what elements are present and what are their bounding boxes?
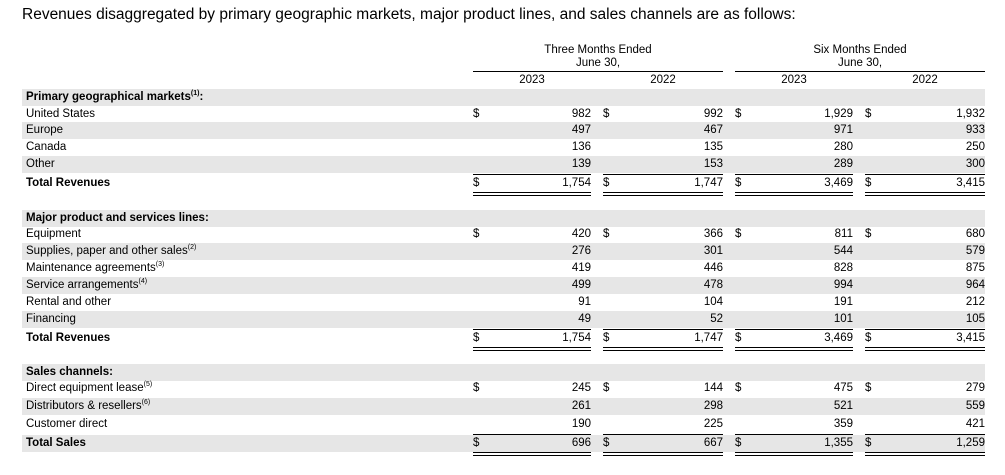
- value-cell: 139: [571, 158, 591, 170]
- currency-symbol: $: [473, 228, 480, 240]
- total-double-rule: [603, 195, 723, 196]
- value-cell: 225: [703, 418, 723, 430]
- currency-symbol: $: [603, 108, 610, 120]
- table-row: [22, 260, 985, 277]
- table-row: [22, 311, 985, 328]
- currency-symbol: $: [473, 437, 480, 449]
- value-cell: 250: [965, 141, 985, 153]
- total-double-rule: [735, 455, 853, 456]
- currency-symbol: $: [865, 228, 872, 240]
- value-cell: 419: [571, 262, 591, 274]
- value-cell: 49: [578, 313, 591, 325]
- value-cell: 212: [965, 296, 985, 308]
- total-double-rule: [473, 192, 591, 193]
- value-cell: 153: [703, 158, 723, 170]
- total-double-rule: [865, 455, 985, 456]
- total-label: Total Sales: [26, 437, 86, 449]
- value-cell: 101: [833, 313, 853, 325]
- total-value-cell: 1,355: [824, 437, 853, 449]
- three-months-header: [473, 44, 723, 70]
- six-months-header-rule: [735, 71, 985, 72]
- row-label: Customer direct: [26, 418, 108, 430]
- section-title-row: [22, 364, 985, 381]
- row-label: Financing: [26, 313, 76, 325]
- intro-text: Revenues disaggregated by primary geographic markets, major product lines, and sales channels are as follows:: [22, 6, 796, 23]
- value-cell: 289: [833, 158, 853, 170]
- total-double-rule: [473, 195, 591, 196]
- total-value-cell: 1,754: [562, 332, 591, 344]
- value-cell: 992: [703, 108, 723, 120]
- year-header-2023-six: 2023: [781, 74, 807, 86]
- total-double-rule: [865, 350, 985, 351]
- currency-symbol: $: [735, 108, 742, 120]
- value-cell: 467: [703, 124, 723, 136]
- total-double-rule: [473, 452, 591, 453]
- value-cell: 421: [965, 418, 985, 430]
- currency-symbol: $: [735, 437, 742, 449]
- value-cell: 579: [965, 245, 985, 257]
- value-cell: 680: [965, 228, 985, 240]
- currency-symbol: $: [473, 382, 480, 394]
- section-title-row: [22, 210, 985, 227]
- total-double-rule: [865, 347, 985, 348]
- total-double-rule: [735, 192, 853, 193]
- table-row: [22, 277, 985, 294]
- total-value-cell: 1,747: [694, 177, 723, 189]
- row-label: Equipment: [26, 228, 81, 240]
- row-label: Canada: [26, 141, 67, 153]
- total-value-cell: 1,747: [694, 332, 723, 344]
- total-row: [22, 330, 985, 347]
- table-row: [22, 243, 985, 260]
- row-label: Rental and other: [26, 296, 112, 308]
- value-cell: 994: [833, 279, 853, 291]
- total-double-rule: [865, 192, 985, 193]
- currency-symbol: $: [473, 332, 480, 344]
- total-double-rule: [473, 455, 591, 456]
- value-cell: 91: [578, 296, 591, 308]
- currency-symbol: $: [473, 108, 480, 120]
- value-cell: 811: [834, 228, 853, 240]
- value-cell: 875: [965, 262, 985, 274]
- value-cell: 144: [703, 382, 723, 394]
- value-cell: 359: [833, 418, 853, 430]
- value-cell: 499: [571, 279, 591, 291]
- total-double-rule: [603, 192, 723, 193]
- three-months-header-rule: [473, 71, 723, 72]
- value-cell: 135: [703, 141, 723, 153]
- row-label: Other: [26, 158, 55, 170]
- total-value-cell: 3,469: [824, 177, 853, 189]
- currency-symbol: $: [865, 108, 872, 120]
- currency-symbol: $: [473, 177, 480, 189]
- three-months-header-line2: June 30,: [575, 57, 621, 69]
- value-cell: 366: [703, 228, 723, 240]
- row-label: Europe: [26, 124, 64, 136]
- value-cell: 971: [833, 124, 853, 136]
- row-label: Service arrangements$^{(4)}$: [26, 278, 148, 291]
- row-label: United States: [26, 108, 96, 120]
- row-label: Supplies, paper and other sales$^{(2)}$: [26, 244, 197, 257]
- section-title-row: [22, 89, 985, 106]
- total-value-cell: 3,415: [956, 177, 985, 189]
- table-row: [22, 122, 985, 139]
- three-months-header-line1: Three Months Ended: [544, 44, 652, 56]
- value-cell: 521: [833, 400, 853, 412]
- table-row: [22, 106, 985, 123]
- table-row: [22, 156, 985, 173]
- value-cell: 982: [571, 108, 591, 120]
- value-cell: 300: [965, 158, 985, 170]
- currency-symbol: $: [735, 332, 742, 344]
- total-value-cell: 667: [703, 437, 723, 449]
- table-row: [22, 416, 985, 433]
- currency-symbol: $: [735, 177, 742, 189]
- currency-symbol: $: [603, 437, 610, 449]
- total-value-cell: 1,259: [956, 437, 985, 449]
- total-double-rule: [603, 452, 723, 453]
- value-cell: 279: [965, 382, 985, 394]
- total-double-rule: [865, 195, 985, 196]
- table-row: [22, 294, 985, 311]
- currency-symbol: $: [865, 437, 872, 449]
- section-title: Major product and services lines:: [26, 212, 209, 224]
- value-cell: 964: [965, 279, 985, 291]
- total-value-cell: 1,754: [562, 177, 591, 189]
- currency-symbol: $: [865, 177, 872, 189]
- row-label: Distributors & resellers$^{(6)}$: [26, 399, 151, 412]
- value-cell: 280: [833, 141, 853, 153]
- value-cell: 446: [703, 262, 723, 274]
- total-row: [22, 175, 985, 192]
- value-cell: 104: [703, 296, 723, 308]
- value-cell: 190: [571, 418, 591, 430]
- value-cell: 475: [833, 382, 853, 394]
- currency-symbol: $: [603, 382, 610, 394]
- currency-symbol: $: [865, 332, 872, 344]
- value-cell: 544: [833, 245, 853, 257]
- value-cell: 191: [833, 296, 853, 308]
- value-cell: 559: [965, 400, 985, 412]
- value-cell: 298: [703, 400, 723, 412]
- value-cell: 420: [571, 228, 591, 240]
- section-title: Primary geographical markets$^{(1)}$:: [26, 90, 204, 103]
- value-cell: 276: [571, 245, 591, 257]
- total-label: Total Revenues: [26, 332, 111, 344]
- table-row: [22, 380, 985, 397]
- total-value-cell: 3,469: [824, 332, 853, 344]
- currency-symbol: $: [735, 228, 742, 240]
- year-header-2023-three: 2023: [519, 74, 545, 86]
- value-cell: 1,932: [956, 108, 985, 120]
- six-months-header-line2: June 30,: [837, 57, 883, 69]
- total-double-rule: [473, 350, 591, 351]
- row-label: Maintenance agreements$^{(3)}$: [26, 261, 165, 274]
- section-title: Sales channels:: [26, 366, 113, 378]
- year-header-2022-six: 2022: [912, 74, 938, 86]
- currency-symbol: $: [603, 332, 610, 344]
- currency-symbol: $: [865, 382, 872, 394]
- value-cell: 478: [703, 279, 723, 291]
- value-cell: 1,929: [824, 108, 853, 120]
- currency-symbol: $: [735, 382, 742, 394]
- table-row: [22, 398, 985, 415]
- total-double-rule: [865, 452, 985, 453]
- currency-symbol: $: [603, 177, 610, 189]
- value-cell: 105: [965, 313, 985, 325]
- total-double-rule: [735, 350, 853, 351]
- total-double-rule: [603, 347, 723, 348]
- total-double-rule: [603, 350, 723, 351]
- total-value-cell: 696: [571, 437, 591, 449]
- total-double-rule: [603, 455, 723, 456]
- six-months-header-line1: Six Months Ended: [813, 44, 907, 56]
- table-row: [22, 226, 985, 243]
- total-value-cell: 3,415: [956, 332, 985, 344]
- value-cell: 497: [571, 124, 591, 136]
- value-cell: 828: [833, 262, 853, 274]
- total-double-rule: [735, 195, 853, 196]
- total-label: Total Revenues: [26, 177, 111, 189]
- value-cell: 245: [571, 382, 591, 394]
- table-row: [22, 139, 985, 156]
- value-cell: 933: [965, 124, 985, 136]
- total-double-rule: [473, 347, 591, 348]
- value-cell: 136: [571, 141, 591, 153]
- row-label: Direct equipment lease$^{(5)}$: [26, 381, 153, 394]
- six-months-header: [735, 44, 985, 70]
- value-cell: 301: [703, 245, 723, 257]
- year-header-2022-three: 2022: [650, 74, 676, 86]
- total-double-rule: [735, 347, 853, 348]
- currency-symbol: $: [603, 228, 610, 240]
- total-row: [22, 435, 985, 452]
- value-cell: 261: [571, 400, 591, 412]
- total-double-rule: [735, 452, 853, 453]
- value-cell: 52: [710, 313, 723, 325]
